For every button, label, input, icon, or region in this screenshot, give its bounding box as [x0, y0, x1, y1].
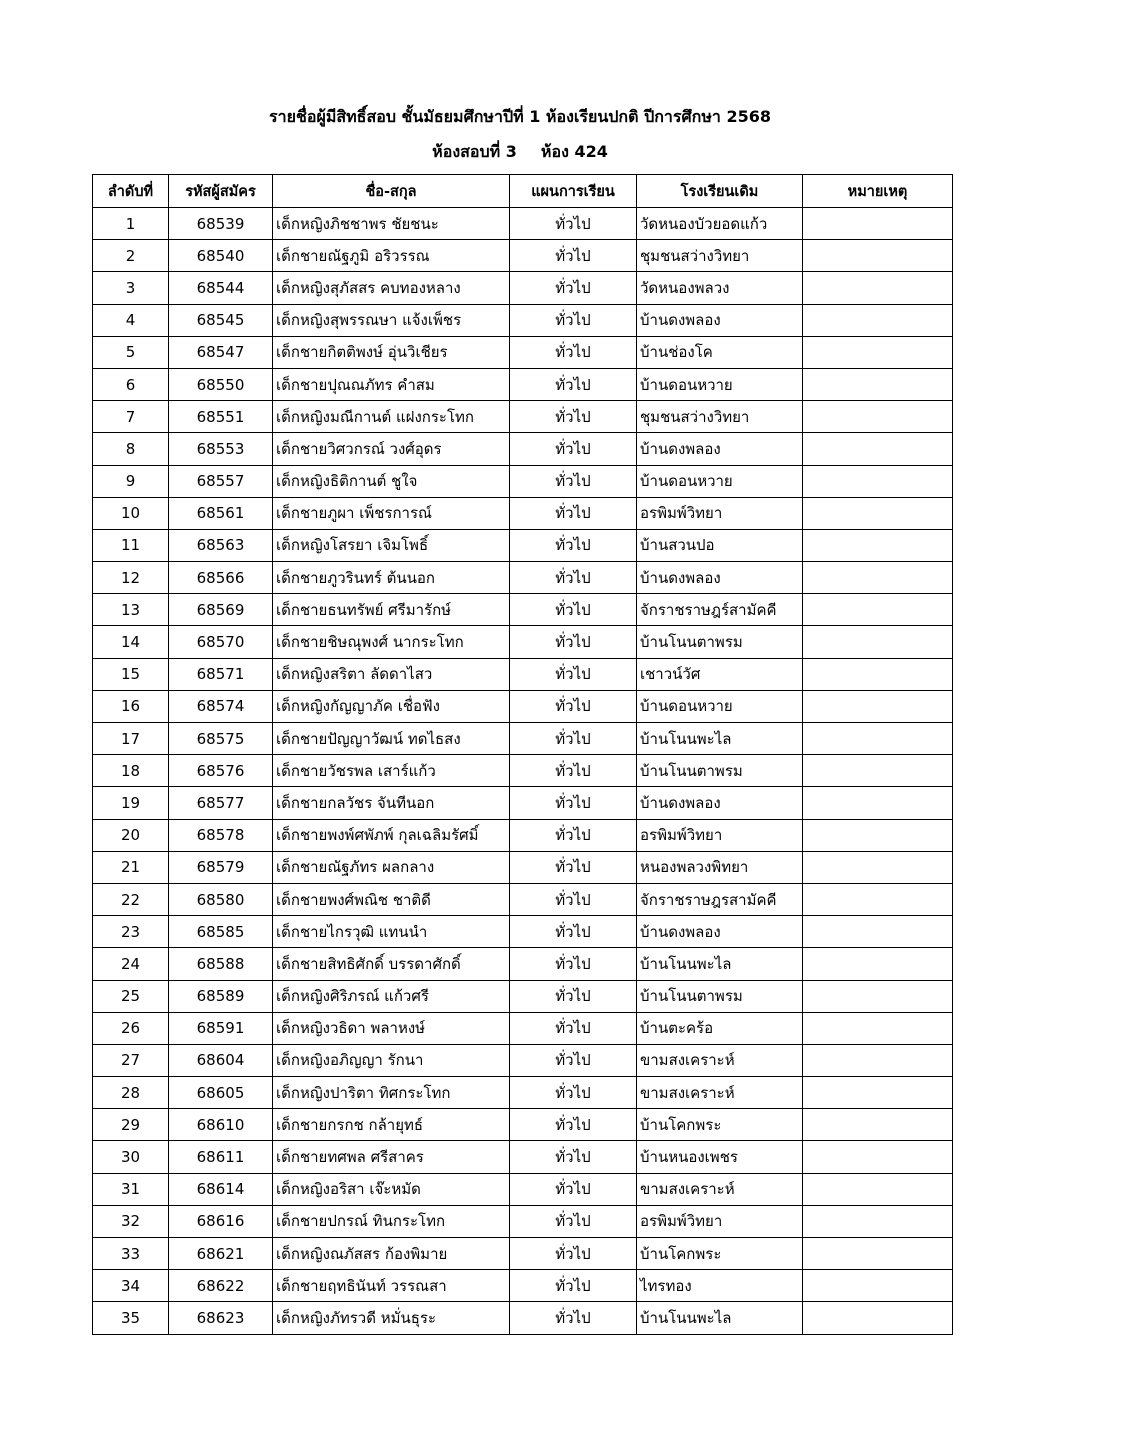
- full-name-cell: เด็กชายกิตติพงษ์ อุ่นวิเชียร: [273, 336, 510, 368]
- study-plan-cell: ทั่วไป: [510, 690, 637, 722]
- study-plan-cell: ทั่วไป: [510, 819, 637, 851]
- study-plan-cell: ทั่วไป: [510, 368, 637, 400]
- study-plan-cell: ทั่วไป: [510, 401, 637, 433]
- previous-school-cell: บ้านโคกพระ: [637, 1238, 803, 1270]
- remarks-cell: [803, 787, 953, 819]
- table-row: [93, 1173, 953, 1205]
- remarks-cell: [803, 1238, 953, 1270]
- full-name-cell: เด็กหญิงธิติกานต์ ชูใจ: [273, 465, 510, 497]
- table-row: [93, 529, 953, 561]
- order-cell: 21: [93, 851, 169, 883]
- remarks-cell: [803, 1012, 953, 1044]
- remarks-cell: [803, 433, 953, 465]
- applicant-id-cell: 68589: [169, 980, 273, 1012]
- full-name-cell: เด็กหญิงสุภัสสร คบทองหลาง: [273, 272, 510, 304]
- order-cell: 5: [93, 336, 169, 368]
- study-plan-cell: ทั่วไป: [510, 1109, 637, 1141]
- full-name-cell: เด็กชายพงศ์พณิช ชาติดี: [273, 883, 510, 915]
- applicant-id-cell: 68585: [169, 916, 273, 948]
- table-row: [93, 755, 953, 787]
- previous-school-cell: จักราชราษฎรสามัคคี: [637, 883, 803, 915]
- applicant-id-cell: 68539: [169, 208, 273, 240]
- applicant-id-cell: 68588: [169, 948, 273, 980]
- previous-school-cell: บ้านดงพลอง: [637, 304, 803, 336]
- study-plan-cell: ทั่วไป: [510, 465, 637, 497]
- remarks-cell: [803, 304, 953, 336]
- study-plan-cell: ทั่วไป: [510, 626, 637, 658]
- full-name-cell: เด็กชายวัชรพล เสาร์แก้ว: [273, 755, 510, 787]
- column-header-order: ลำดับที่: [93, 175, 169, 208]
- remarks-cell: [803, 594, 953, 626]
- study-plan-cell: ทั่วไป: [510, 1270, 637, 1302]
- table-row: [93, 1141, 953, 1173]
- column-header-study-plan: แผนการเรียน: [510, 175, 637, 208]
- remarks-cell: [803, 916, 953, 948]
- full-name-cell: เด็กชายภูวรินทร์ ต้นนอก: [273, 562, 510, 594]
- order-cell: 27: [93, 1044, 169, 1076]
- remarks-cell: [803, 626, 953, 658]
- study-plan-cell: ทั่วไป: [510, 1044, 637, 1076]
- full-name-cell: เด็กชายณัฐภัทร ผลกลาง: [273, 851, 510, 883]
- order-cell: 28: [93, 1077, 169, 1109]
- previous-school-cell: บ้านโนนตาพรม: [637, 980, 803, 1012]
- previous-school-cell: เชาวน์วัศ: [637, 658, 803, 690]
- previous-school-cell: บ้านดอนหวาย: [637, 690, 803, 722]
- study-plan-cell: ทั่วไป: [510, 916, 637, 948]
- applicant-id-cell: 68569: [169, 594, 273, 626]
- table-row: [93, 433, 953, 465]
- full-name-cell: เด็กชายพงพ์ศพัภพ์ กุลเฉลิมรัศมิ์: [273, 819, 510, 851]
- previous-school-cell: อรพิมพ์วิทยา: [637, 497, 803, 529]
- study-plan-cell: ทั่วไป: [510, 304, 637, 336]
- full-name-cell: เด็กชายกลวัชร จันทีนอก: [273, 787, 510, 819]
- study-plan-cell: ทั่วไป: [510, 1077, 637, 1109]
- order-cell: 19: [93, 787, 169, 819]
- study-plan-cell: ทั่วไป: [510, 1238, 637, 1270]
- order-cell: 26: [93, 1012, 169, 1044]
- applicant-id-cell: 68551: [169, 401, 273, 433]
- study-plan-cell: ทั่วไป: [510, 787, 637, 819]
- table-row: [93, 240, 953, 272]
- remarks-cell: [803, 755, 953, 787]
- previous-school-cell: บ้านตะคร้อ: [637, 1012, 803, 1044]
- applicant-id-cell: 68622: [169, 1270, 273, 1302]
- exam-room-line: [0, 142, 1040, 162]
- table-row: [93, 626, 953, 658]
- previous-school-cell: ชุมชนสว่างวิทยา: [637, 240, 803, 272]
- full-name-cell: เด็กหญิงปาริตา ทิศกระโทก: [273, 1077, 510, 1109]
- full-name-cell: เด็กชายไกรวุฒิ แทนนำ: [273, 916, 510, 948]
- applicant-id-cell: 68571: [169, 658, 273, 690]
- remarks-cell: [803, 1044, 953, 1076]
- exam-room-number: ห้องสอบที่ 3: [432, 142, 517, 161]
- table-row: [93, 980, 953, 1012]
- table-row: [93, 916, 953, 948]
- applicant-id-cell: 68610: [169, 1109, 273, 1141]
- order-cell: 18: [93, 755, 169, 787]
- previous-school-cell: บ้านโนนพะไล: [637, 723, 803, 755]
- study-plan-cell: ทั่วไป: [510, 883, 637, 915]
- table-row: [93, 1077, 953, 1109]
- applicant-id-cell: 68605: [169, 1077, 273, 1109]
- remarks-cell: [803, 1109, 953, 1141]
- full-name-cell: เด็กหญิงอภิญญา รักนา: [273, 1044, 510, 1076]
- remarks-cell: [803, 240, 953, 272]
- full-name-cell: เด็กหญิงสุพรรณษา แจ้งเพ็ชร: [273, 304, 510, 336]
- order-cell: 33: [93, 1238, 169, 1270]
- table-row: [93, 1205, 953, 1237]
- table-row: [93, 1238, 953, 1270]
- order-cell: 23: [93, 916, 169, 948]
- order-cell: 4: [93, 304, 169, 336]
- study-plan-cell: ทั่วไป: [510, 1173, 637, 1205]
- study-plan-cell: ทั่วไป: [510, 562, 637, 594]
- applicant-id-cell: 68561: [169, 497, 273, 529]
- applicant-id-cell: 68580: [169, 883, 273, 915]
- order-cell: 1: [93, 208, 169, 240]
- previous-school-cell: บ้านโนนพะไล: [637, 948, 803, 980]
- full-name-cell: เด็กชายปุณณภัทร คำสม: [273, 368, 510, 400]
- remarks-cell: [803, 883, 953, 915]
- full-name-cell: เด็กชายกรกช กล้ายุทธ์: [273, 1109, 510, 1141]
- remarks-cell: [803, 401, 953, 433]
- order-cell: 20: [93, 819, 169, 851]
- study-plan-cell: ทั่วไป: [510, 851, 637, 883]
- order-cell: 13: [93, 594, 169, 626]
- previous-school-cell: ขามสงเคราะห์: [637, 1173, 803, 1205]
- study-plan-cell: ทั่วไป: [510, 529, 637, 561]
- applicant-id-cell: 68545: [169, 304, 273, 336]
- previous-school-cell: หนองพลวงพิทยา: [637, 851, 803, 883]
- remarks-cell: [803, 1302, 953, 1334]
- previous-school-cell: บ้านดงพลอง: [637, 787, 803, 819]
- full-name-cell: เด็กหญิงศิริภรณ์ แก้วศรี: [273, 980, 510, 1012]
- order-cell: 30: [93, 1141, 169, 1173]
- remarks-cell: [803, 1141, 953, 1173]
- remarks-cell: [803, 208, 953, 240]
- applicant-id-cell: 68570: [169, 626, 273, 658]
- full-name-cell: เด็กหญิงสริตา ลัดดาไสว: [273, 658, 510, 690]
- applicant-id-cell: 68578: [169, 819, 273, 851]
- previous-school-cell: บ้านช่องโค: [637, 336, 803, 368]
- applicant-id-cell: 68550: [169, 368, 273, 400]
- previous-school-cell: บ้านดอนหวาย: [637, 368, 803, 400]
- full-name-cell: เด็กชายภูผา เพ็ชรการณ์: [273, 497, 510, 529]
- order-cell: 15: [93, 658, 169, 690]
- applicant-id-cell: 68553: [169, 433, 273, 465]
- study-plan-cell: ทั่วไป: [510, 1012, 637, 1044]
- previous-school-cell: บ้านดงพลอง: [637, 562, 803, 594]
- study-plan-cell: ทั่วไป: [510, 1205, 637, 1237]
- previous-school-cell: บ้านโนนพะไล: [637, 1302, 803, 1334]
- order-cell: 22: [93, 883, 169, 915]
- study-plan-cell: ทั่วไป: [510, 208, 637, 240]
- full-name-cell: เด็กหญิงณภัสสร ก้องพิมาย: [273, 1238, 510, 1270]
- full-name-cell: เด็กหญิงวธิดา พลาหงษ์: [273, 1012, 510, 1044]
- remarks-cell: [803, 851, 953, 883]
- previous-school-cell: บ้านดงพลอง: [637, 433, 803, 465]
- remarks-cell: [803, 658, 953, 690]
- previous-school-cell: บ้านสวนปอ: [637, 529, 803, 561]
- table-row: [93, 401, 953, 433]
- study-plan-cell: ทั่วไป: [510, 948, 637, 980]
- applicant-id-cell: 68576: [169, 755, 273, 787]
- applicant-id-cell: 68621: [169, 1238, 273, 1270]
- order-cell: 12: [93, 562, 169, 594]
- study-plan-cell: ทั่วไป: [510, 755, 637, 787]
- table-row: [93, 304, 953, 336]
- remarks-cell: [803, 723, 953, 755]
- applicant-id-cell: 68591: [169, 1012, 273, 1044]
- order-cell: 25: [93, 980, 169, 1012]
- full-name-cell: เด็กชายชิษณุพงศ์ นากระโทก: [273, 626, 510, 658]
- previous-school-cell: บ้านโคกพระ: [637, 1109, 803, 1141]
- remarks-cell: [803, 368, 953, 400]
- applicant-id-cell: 68563: [169, 529, 273, 561]
- remarks-cell: [803, 690, 953, 722]
- order-cell: 35: [93, 1302, 169, 1334]
- table-row: [93, 562, 953, 594]
- table-row: [93, 594, 953, 626]
- remarks-cell: [803, 1077, 953, 1109]
- remarks-cell: [803, 529, 953, 561]
- table-row: [93, 819, 953, 851]
- column-header-applicant-id: รหัสผู้สมัคร: [169, 175, 273, 208]
- applicant-id-cell: 68579: [169, 851, 273, 883]
- table-body: [93, 208, 953, 1335]
- applicant-id-cell: 68614: [169, 1173, 273, 1205]
- table-row: [93, 272, 953, 304]
- table-row: [93, 723, 953, 755]
- table-row: [93, 787, 953, 819]
- remarks-cell: [803, 1270, 953, 1302]
- previous-school-cell: จักราชราษฎร์สามัคคี: [637, 594, 803, 626]
- table-row: [93, 208, 953, 240]
- order-cell: 32: [93, 1205, 169, 1237]
- remarks-cell: [803, 980, 953, 1012]
- candidate-table: [92, 174, 953, 1335]
- previous-school-cell: ขามสงเคราะห์: [637, 1077, 803, 1109]
- table-row: [93, 883, 953, 915]
- table-row: [93, 336, 953, 368]
- order-cell: 16: [93, 690, 169, 722]
- full-name-cell: เด็กหญิงภัทรวดี หมั่นธุระ: [273, 1302, 510, 1334]
- full-name-cell: เด็กชายปกรณ์ ทินกระโทก: [273, 1205, 510, 1237]
- full-name-cell: เด็กชายณัฐภูมิ อริวรรณ: [273, 240, 510, 272]
- order-cell: 2: [93, 240, 169, 272]
- table-row: [93, 497, 953, 529]
- order-cell: 11: [93, 529, 169, 561]
- table-header-row: [93, 175, 953, 208]
- previous-school-cell: วัดหนองบัวยอดแก้ว: [637, 208, 803, 240]
- full-name-cell: เด็กหญิงภิชชาพร ชัยชนะ: [273, 208, 510, 240]
- applicant-id-cell: 68611: [169, 1141, 273, 1173]
- study-plan-cell: ทั่วไป: [510, 980, 637, 1012]
- column-header-remarks: หมายเหตุ: [803, 175, 953, 208]
- table-row: [93, 1044, 953, 1076]
- full-name-cell: เด็กหญิงอริสา เจ๊ะหมัด: [273, 1173, 510, 1205]
- previous-school-cell: บ้านโนนตาพรม: [637, 755, 803, 787]
- table-row: [93, 1270, 953, 1302]
- order-cell: 29: [93, 1109, 169, 1141]
- applicant-id-cell: 68547: [169, 336, 273, 368]
- applicant-id-cell: 68604: [169, 1044, 273, 1076]
- applicant-id-cell: 68623: [169, 1302, 273, 1334]
- full-name-cell: เด็กหญิงกัญญาภัค เชื่อฟัง: [273, 690, 510, 722]
- full-name-cell: เด็กชายสิทธิศักดิ์ บรรดาศักดิ์: [273, 948, 510, 980]
- table-row: [93, 690, 953, 722]
- table-row: [93, 1012, 953, 1044]
- order-cell: 10: [93, 497, 169, 529]
- previous-school-cell: อรพิมพ์วิทยา: [637, 1205, 803, 1237]
- remarks-cell: [803, 272, 953, 304]
- study-plan-cell: ทั่วไป: [510, 1141, 637, 1173]
- order-cell: 34: [93, 1270, 169, 1302]
- room-number: ห้อง 424: [540, 142, 608, 161]
- applicant-id-cell: 68566: [169, 562, 273, 594]
- order-cell: 24: [93, 948, 169, 980]
- table-row: [93, 465, 953, 497]
- full-name-cell: เด็กชายทศพล ศรีสาคร: [273, 1141, 510, 1173]
- order-cell: 6: [93, 368, 169, 400]
- applicant-id-cell: 68577: [169, 787, 273, 819]
- study-plan-cell: ทั่วไป: [510, 433, 637, 465]
- order-cell: 31: [93, 1173, 169, 1205]
- applicant-id-cell: 68557: [169, 465, 273, 497]
- study-plan-cell: ทั่วไป: [510, 1302, 637, 1334]
- study-plan-cell: ทั่วไป: [510, 336, 637, 368]
- full-name-cell: เด็กหญิงโสรยา เจิมโพธิ์: [273, 529, 510, 561]
- previous-school-cell: ขามสงเคราะห์: [637, 1044, 803, 1076]
- study-plan-cell: ทั่วไป: [510, 723, 637, 755]
- order-cell: 9: [93, 465, 169, 497]
- remarks-cell: [803, 497, 953, 529]
- applicant-id-cell: 68575: [169, 723, 273, 755]
- full-name-cell: เด็กหญิงมณีกานต์ แฝงกระโทก: [273, 401, 510, 433]
- previous-school-cell: บ้านดงพลอง: [637, 916, 803, 948]
- previous-school-cell: ชุมชนสว่างวิทยา: [637, 401, 803, 433]
- remarks-cell: [803, 562, 953, 594]
- remarks-cell: [803, 336, 953, 368]
- table-row: [93, 1302, 953, 1334]
- full-name-cell: เด็กชายวิศวกรณ์ วงศ์อุดร: [273, 433, 510, 465]
- table-row: [93, 1109, 953, 1141]
- previous-school-cell: วัดหนองพลวง: [637, 272, 803, 304]
- full-name-cell: เด็กชายธนทรัพย์ ศรีมารักษ์: [273, 594, 510, 626]
- column-header-full-name: ชื่อ-สกุล: [273, 175, 510, 208]
- order-cell: 7: [93, 401, 169, 433]
- study-plan-cell: ทั่วไป: [510, 272, 637, 304]
- previous-school-cell: บ้านดอนหวาย: [637, 465, 803, 497]
- previous-school-cell: ไทรทอง: [637, 1270, 803, 1302]
- applicant-id-cell: 68544: [169, 272, 273, 304]
- study-plan-cell: ทั่วไป: [510, 594, 637, 626]
- table-row: [93, 948, 953, 980]
- order-cell: 3: [93, 272, 169, 304]
- full-name-cell: เด็กชายปัญญาวัฒน์ ทดไธสง: [273, 723, 510, 755]
- column-header-previous-school: โรงเรียนเดิม: [637, 175, 803, 208]
- study-plan-cell: ทั่วไป: [510, 240, 637, 272]
- study-plan-cell: ทั่วไป: [510, 497, 637, 529]
- applicant-id-cell: 68540: [169, 240, 273, 272]
- order-cell: 17: [93, 723, 169, 755]
- order-cell: 8: [93, 433, 169, 465]
- remarks-cell: [803, 465, 953, 497]
- study-plan-cell: ทั่วไป: [510, 658, 637, 690]
- page-title: รายชื่อผู้มีสิทธิ์สอบ ชั้นมัธยมศึกษาปีที่ 1 ห้องเรียนปกติ ปีการศึกษา 2568: [269, 107, 771, 126]
- remarks-cell: [803, 1205, 953, 1237]
- previous-school-cell: บ้านหนองเพชร: [637, 1141, 803, 1173]
- remarks-cell: [803, 819, 953, 851]
- previous-school-cell: บ้านโนนตาพรม: [637, 626, 803, 658]
- applicant-id-cell: 68616: [169, 1205, 273, 1237]
- applicant-id-cell: 68574: [169, 690, 273, 722]
- full-name-cell: เด็กชายฤทธินันท์ วรรณสา: [273, 1270, 510, 1302]
- remarks-cell: [803, 1173, 953, 1205]
- table-row: [93, 658, 953, 690]
- previous-school-cell: อรพิมพ์วิทยา: [637, 819, 803, 851]
- table-row: [93, 368, 953, 400]
- remarks-cell: [803, 948, 953, 980]
- table-row: [93, 851, 953, 883]
- order-cell: 14: [93, 626, 169, 658]
